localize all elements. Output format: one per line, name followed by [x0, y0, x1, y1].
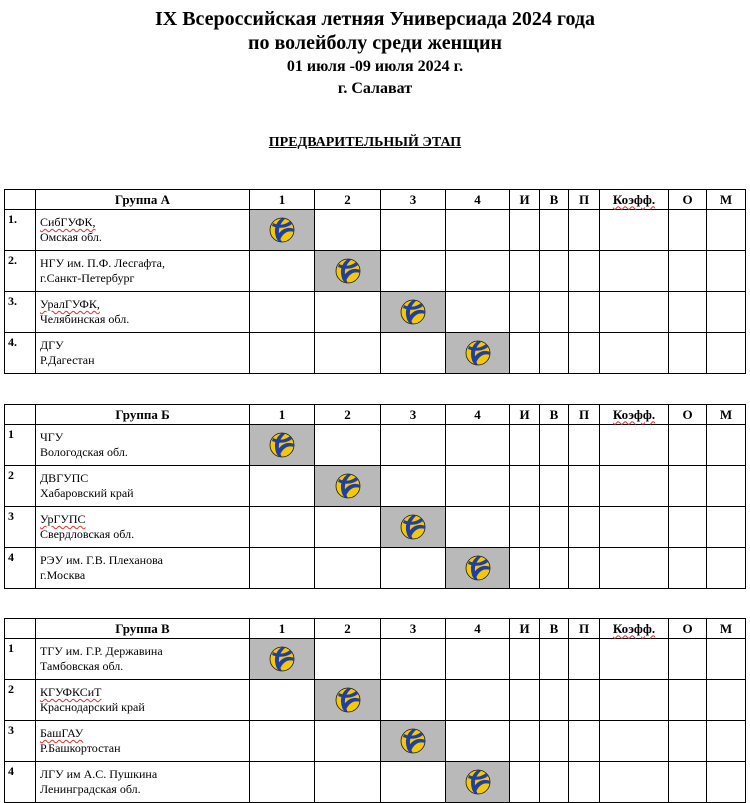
header-corner-cell — [5, 405, 36, 425]
table-row — [5, 333, 746, 374]
score-cell — [315, 721, 381, 762]
column-header: 4 — [446, 619, 510, 639]
group-title: Группа А — [36, 190, 250, 210]
score-cell — [600, 507, 669, 548]
self-match-cell — [446, 762, 510, 803]
score-cell — [669, 639, 707, 680]
title-line-2: по волейболу среди женщин — [247, 32, 503, 54]
score-cell — [600, 425, 669, 466]
table-row — [5, 639, 746, 680]
score-cell — [600, 292, 669, 333]
column-header: П — [569, 405, 600, 425]
score-cell — [569, 466, 600, 507]
team-number: 2. — [5, 251, 36, 292]
score-cell — [315, 333, 381, 374]
score-cell — [381, 251, 446, 292]
score-cell — [250, 680, 315, 721]
title-line-1: IX Всероссийская летняя Универсиада 2024 года — [154, 8, 596, 30]
score-cell — [569, 507, 600, 548]
score-cell — [569, 210, 600, 251]
score-cell — [600, 333, 669, 374]
score-cell — [707, 680, 746, 721]
score-cell — [600, 466, 669, 507]
team-name: ДВГУПС — [40, 471, 89, 485]
team-cell — [36, 466, 250, 507]
team-name-text: СибГУФК, — [40, 215, 96, 229]
team-cell — [36, 251, 250, 292]
team-region: Челябинская обл. — [40, 312, 130, 326]
score-cell — [669, 507, 707, 548]
team-region: Омская обл. — [40, 230, 102, 244]
score-cell — [669, 251, 707, 292]
table-header-row — [5, 619, 746, 639]
team-name — [40, 512, 249, 527]
self-match-cell — [446, 333, 510, 374]
score-cell — [315, 639, 381, 680]
score-cell — [569, 333, 600, 374]
score-cell — [569, 721, 600, 762]
score-cell — [381, 639, 446, 680]
score-cell — [510, 507, 540, 548]
score-cell — [540, 425, 569, 466]
team-cell — [36, 721, 250, 762]
team-number: 2 — [5, 680, 36, 721]
self-match-cell — [446, 548, 510, 589]
team-number: 1 — [5, 425, 36, 466]
column-header: П — [569, 190, 600, 210]
table-row — [5, 425, 746, 466]
score-cell — [446, 425, 510, 466]
column-header: 2 — [315, 405, 381, 425]
column-header: 3 — [381, 619, 446, 639]
column-header: М — [707, 190, 746, 210]
team-region: Р.Башкортостан — [40, 741, 121, 755]
score-cell — [569, 639, 600, 680]
score-cell — [600, 251, 669, 292]
score-cell — [669, 466, 707, 507]
score-cell — [569, 680, 600, 721]
score-cell — [707, 507, 746, 548]
score-cell — [569, 762, 600, 803]
team-number: 4 — [5, 548, 36, 589]
column-header: 1 — [250, 619, 315, 639]
score-cell — [446, 680, 510, 721]
column-header — [600, 619, 669, 639]
column-header: И — [510, 405, 540, 425]
stage-title: ПРЕДВАРИТЕЛЬНЫЙ ЭТАП — [268, 135, 462, 150]
column-header: В — [540, 405, 569, 425]
table-row — [5, 251, 746, 292]
team-name: ТГУ им. Г.Р. Державина — [40, 644, 163, 658]
score-cell — [250, 251, 315, 292]
score-cell — [510, 210, 540, 251]
table-header-row — [5, 405, 746, 425]
score-cell — [315, 292, 381, 333]
score-cell — [446, 292, 510, 333]
volleyball-icon — [335, 473, 361, 499]
group-table — [4, 189, 746, 374]
header-corner-cell — [5, 190, 36, 210]
volleyball-icon — [269, 217, 295, 243]
score-cell — [540, 680, 569, 721]
team-name — [40, 685, 249, 700]
column-header-label: Коэфф. — [612, 620, 656, 636]
column-header: М — [707, 405, 746, 425]
score-cell — [569, 292, 600, 333]
team-name — [40, 215, 249, 230]
volleyball-icon — [465, 340, 491, 366]
team-name: РЭУ им. Г.В. Плеханова — [40, 553, 163, 567]
column-header: 4 — [446, 405, 510, 425]
team-region: Краснодарский край — [40, 700, 145, 714]
score-cell — [381, 333, 446, 374]
score-cell — [707, 210, 746, 251]
team-region: г.Санкт-Петербург — [40, 271, 135, 285]
score-cell — [540, 251, 569, 292]
team-name-text: БашГАУ — [40, 726, 84, 740]
volleyball-icon — [335, 687, 361, 713]
team-name: ДГУ — [40, 338, 64, 352]
score-cell — [707, 333, 746, 374]
self-match-cell — [381, 721, 446, 762]
score-cell — [446, 639, 510, 680]
score-cell — [600, 680, 669, 721]
column-header-label: Коэфф. — [612, 191, 656, 207]
score-cell — [540, 210, 569, 251]
score-cell — [315, 762, 381, 803]
score-cell — [540, 762, 569, 803]
self-match-cell — [381, 292, 446, 333]
score-cell — [669, 548, 707, 589]
team-number: 3 — [5, 507, 36, 548]
team-number: 1. — [5, 210, 36, 251]
column-header: 3 — [381, 190, 446, 210]
score-cell — [315, 210, 381, 251]
column-header — [600, 190, 669, 210]
score-cell — [510, 466, 540, 507]
table-row — [5, 210, 746, 251]
score-cell — [315, 548, 381, 589]
score-cell — [510, 680, 540, 721]
volleyball-icon — [269, 646, 295, 672]
table-row — [5, 721, 746, 762]
column-header: 4 — [446, 190, 510, 210]
score-cell — [600, 548, 669, 589]
score-cell — [446, 721, 510, 762]
score-cell — [315, 425, 381, 466]
team-region: г.Москва — [40, 568, 86, 582]
group-table — [4, 404, 746, 589]
team-cell — [36, 292, 250, 333]
column-header: 1 — [250, 405, 315, 425]
volleyball-icon — [465, 555, 491, 581]
team-region: Свердловская обл. — [40, 527, 135, 541]
team-name-text: КГУФКСиТ — [40, 685, 102, 699]
team-number: 4 — [5, 762, 36, 803]
column-header: 1 — [250, 190, 315, 210]
score-cell — [707, 639, 746, 680]
score-cell — [381, 210, 446, 251]
score-cell — [250, 721, 315, 762]
score-cell — [669, 292, 707, 333]
self-match-cell — [315, 466, 381, 507]
table-header-row — [5, 190, 746, 210]
team-cell — [36, 333, 250, 374]
team-region: Р.Дагестан — [40, 353, 95, 367]
score-cell — [707, 425, 746, 466]
score-cell — [540, 548, 569, 589]
team-number: 2 — [5, 466, 36, 507]
column-header: О — [669, 405, 707, 425]
score-cell — [381, 680, 446, 721]
score-cell — [540, 507, 569, 548]
column-header: 2 — [315, 619, 381, 639]
score-cell — [510, 292, 540, 333]
team-region: Ленинградская обл. — [40, 782, 141, 796]
group-title: Группа В — [36, 619, 250, 639]
team-cell — [36, 639, 250, 680]
team-name-text: УрГУПС — [40, 512, 86, 526]
score-cell — [669, 762, 707, 803]
score-cell — [569, 425, 600, 466]
column-header: 2 — [315, 190, 381, 210]
column-header: П — [569, 619, 600, 639]
team-name: ЧГУ — [40, 430, 64, 444]
table-row — [5, 762, 746, 803]
score-cell — [707, 466, 746, 507]
team-cell — [36, 680, 250, 721]
self-match-cell — [250, 210, 315, 251]
score-cell — [540, 466, 569, 507]
team-name — [40, 726, 249, 741]
score-cell — [707, 721, 746, 762]
volleyball-icon — [400, 728, 426, 754]
self-match-cell — [250, 639, 315, 680]
score-cell — [669, 210, 707, 251]
volleyball-icon — [465, 769, 491, 795]
self-match-cell — [250, 425, 315, 466]
column-header: М — [707, 619, 746, 639]
score-cell — [446, 210, 510, 251]
column-header — [600, 405, 669, 425]
score-cell — [510, 721, 540, 762]
column-header: 3 — [381, 405, 446, 425]
column-header: И — [510, 190, 540, 210]
score-cell — [250, 762, 315, 803]
column-header: О — [669, 619, 707, 639]
team-name: НГУ им. П.Ф. Лесгафта, — [40, 256, 166, 270]
score-cell — [707, 292, 746, 333]
table-row — [5, 466, 746, 507]
score-cell — [540, 721, 569, 762]
self-match-cell — [315, 251, 381, 292]
team-cell — [36, 425, 250, 466]
team-region: Хабаровский край — [40, 486, 134, 500]
score-cell — [540, 292, 569, 333]
score-cell — [250, 548, 315, 589]
tournament-city: г. Салават — [337, 80, 413, 97]
self-match-cell — [315, 680, 381, 721]
score-cell — [600, 639, 669, 680]
score-cell — [510, 333, 540, 374]
score-cell — [250, 292, 315, 333]
score-cell — [510, 639, 540, 680]
team-name — [40, 297, 249, 312]
score-cell — [381, 466, 446, 507]
score-cell — [510, 251, 540, 292]
team-number: 1 — [5, 639, 36, 680]
column-header-label: Коэфф. — [612, 406, 656, 422]
team-number: 3 — [5, 721, 36, 762]
column-header: В — [540, 619, 569, 639]
team-region: Тамбовская обл. — [40, 659, 124, 673]
column-header: И — [510, 619, 540, 639]
team-name: ЛГУ им А.С. Пушкина — [40, 767, 158, 781]
score-cell — [250, 333, 315, 374]
score-cell — [446, 466, 510, 507]
score-cell — [446, 507, 510, 548]
score-cell — [600, 762, 669, 803]
group-table — [4, 618, 746, 803]
score-cell — [669, 680, 707, 721]
header-corner-cell — [5, 619, 36, 639]
score-cell — [381, 762, 446, 803]
score-cell — [540, 639, 569, 680]
team-cell — [36, 548, 250, 589]
score-cell — [707, 251, 746, 292]
score-cell — [707, 762, 746, 803]
volleyball-icon — [335, 258, 361, 284]
score-cell — [540, 333, 569, 374]
team-cell — [36, 762, 250, 803]
volleyball-icon — [400, 299, 426, 325]
tournament-dates: 01 июля -09 июля 2024 г. — [286, 58, 464, 75]
score-cell — [250, 507, 315, 548]
team-name-text: УралГУФК, — [40, 297, 100, 311]
score-cell — [707, 548, 746, 589]
table-row — [5, 548, 746, 589]
team-cell — [36, 210, 250, 251]
score-cell — [315, 507, 381, 548]
score-cell — [250, 466, 315, 507]
self-match-cell — [381, 507, 446, 548]
table-row — [5, 507, 746, 548]
team-number: 3. — [5, 292, 36, 333]
score-cell — [600, 210, 669, 251]
team-cell — [36, 507, 250, 548]
team-number: 4. — [5, 333, 36, 374]
column-header: В — [540, 190, 569, 210]
score-cell — [669, 425, 707, 466]
volleyball-icon — [269, 432, 295, 458]
score-cell — [669, 333, 707, 374]
score-cell — [381, 425, 446, 466]
team-region: Вологодская обл. — [40, 445, 128, 459]
score-cell — [600, 721, 669, 762]
score-cell — [381, 548, 446, 589]
table-row — [5, 680, 746, 721]
volleyball-icon — [400, 514, 426, 540]
score-cell — [510, 548, 540, 589]
score-cell — [446, 251, 510, 292]
score-cell — [569, 548, 600, 589]
column-header: О — [669, 190, 707, 210]
group-title: Группа Б — [36, 405, 250, 425]
score-cell — [510, 762, 540, 803]
score-cell — [510, 425, 540, 466]
table-row — [5, 292, 746, 333]
score-cell — [569, 251, 600, 292]
score-cell — [669, 721, 707, 762]
